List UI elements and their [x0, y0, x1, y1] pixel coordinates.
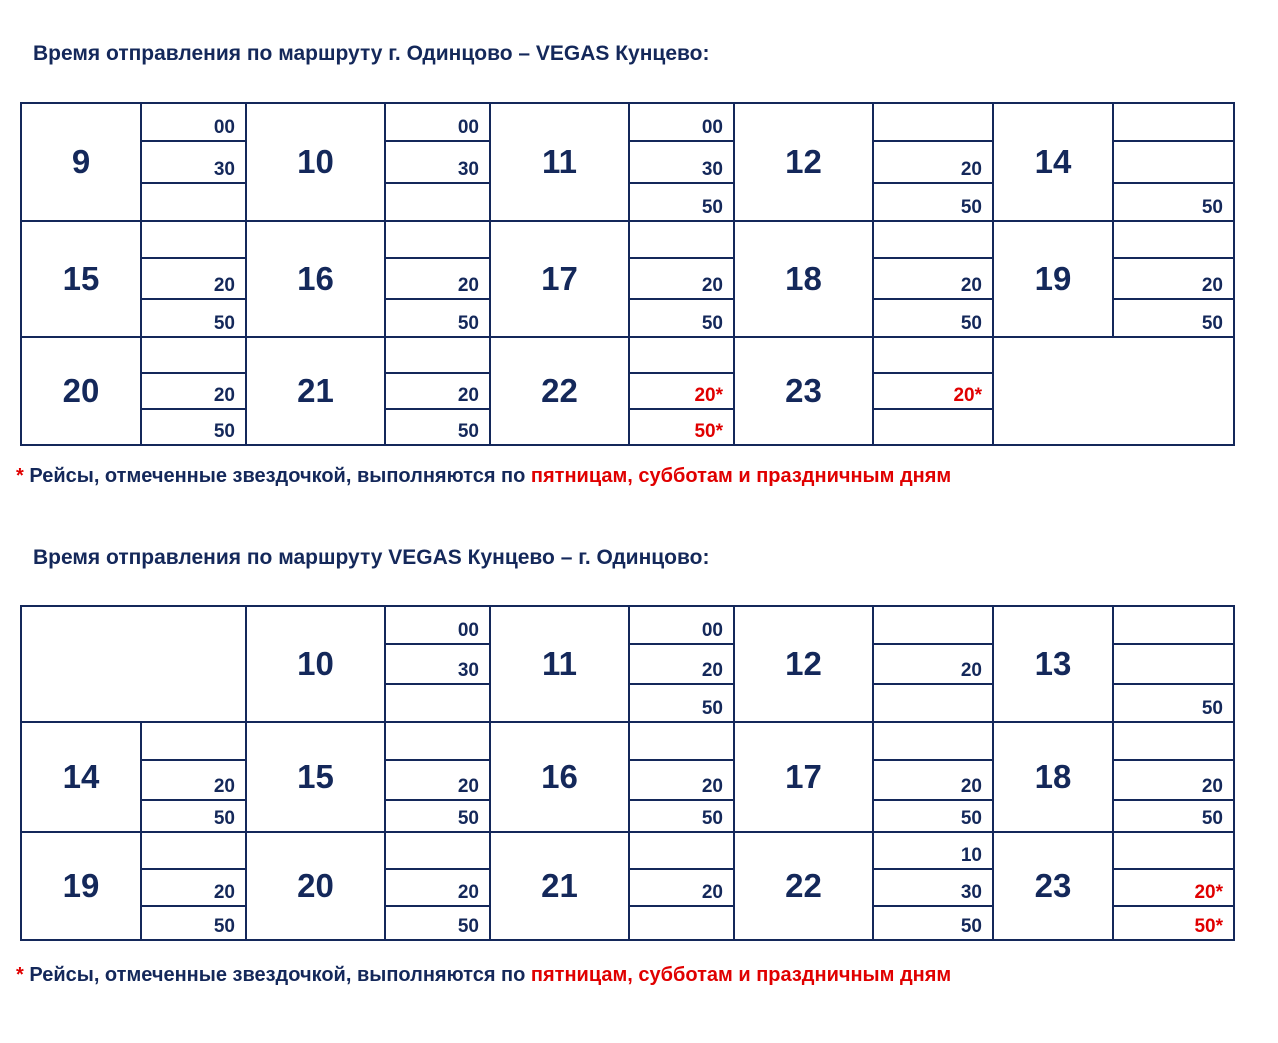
minute-cell: 20 — [385, 373, 490, 409]
hour-cell: 21 — [490, 832, 629, 940]
minute-cell: 10 — [873, 832, 993, 869]
minute-cell — [385, 183, 490, 221]
hour-cell: 17 — [490, 221, 629, 337]
minute-cell: 50 — [1113, 299, 1234, 337]
hour-cell: 22 — [734, 832, 873, 940]
hour-cell: 19 — [993, 221, 1113, 337]
minute-cell — [1113, 644, 1234, 684]
minute-cell: 30 — [385, 644, 490, 684]
minute-cell: 20* — [1113, 869, 1234, 906]
minute-cell: 30 — [141, 141, 246, 183]
footnote-highlight: пятницам, субботам и праздничным дням — [530, 964, 952, 986]
minute-cell — [385, 221, 490, 258]
minute-cell — [1113, 103, 1234, 141]
route1-title: Время отправления по маршруту г. Одинцово – VEGAS Кунцево: — [33, 42, 710, 65]
minute-cell — [873, 722, 993, 760]
hour-cell: 12 — [734, 606, 873, 722]
minute-cell — [629, 906, 734, 940]
route2-footnote — [16, 965, 951, 985]
minute-cell — [873, 606, 993, 644]
minute-cell — [1113, 606, 1234, 644]
minute-cell — [629, 221, 734, 258]
minute-cell: 20 — [629, 760, 734, 800]
hour-cell: 10 — [246, 103, 385, 221]
minute-cell — [873, 337, 993, 373]
asterisk-icon: * — [16, 465, 24, 487]
hour-cell: 19 — [21, 832, 141, 940]
minute-cell — [141, 832, 246, 869]
hour-cell: 18 — [993, 722, 1113, 832]
hour-cell: 10 — [246, 606, 385, 722]
minute-cell: 30 — [385, 141, 490, 183]
hour-cell: 9 — [21, 103, 141, 221]
minute-cell: 20 — [141, 869, 246, 906]
minute-cell: 20* — [629, 373, 734, 409]
minute-cell — [873, 221, 993, 258]
hour-cell: 11 — [490, 103, 629, 221]
minute-cell: 50 — [141, 800, 246, 832]
hour-cell: 22 — [490, 337, 629, 445]
route1-footnote — [16, 466, 951, 486]
minute-cell: 00 — [385, 606, 490, 644]
minute-cell: 20 — [629, 869, 734, 906]
minute-cell: 50 — [1113, 183, 1234, 221]
minute-cell — [385, 722, 490, 760]
minute-cell — [385, 684, 490, 722]
minute-cell: 50 — [141, 409, 246, 445]
minute-cell: 00 — [141, 103, 246, 141]
minute-cell: 50 — [629, 299, 734, 337]
minute-cell: 20 — [1113, 258, 1234, 299]
route2-timetable — [20, 605, 1235, 941]
hour-cell: 20 — [246, 832, 385, 940]
minute-cell: 30 — [629, 141, 734, 183]
hour-cell: 23 — [993, 832, 1113, 940]
minute-cell — [873, 103, 993, 141]
minute-cell: 50 — [1113, 800, 1234, 832]
minute-cell: 50 — [873, 299, 993, 337]
minute-cell: 50 — [385, 299, 490, 337]
minute-cell: 20 — [1113, 760, 1234, 800]
minute-cell: 20* — [873, 373, 993, 409]
minute-cell: 00 — [385, 103, 490, 141]
minute-cell: 50 — [873, 800, 993, 832]
minute-cell — [141, 183, 246, 221]
minute-cell: 30 — [873, 869, 993, 906]
minute-cell — [141, 337, 246, 373]
hour-cell: 15 — [246, 722, 385, 832]
empty-cell — [21, 606, 246, 722]
minute-cell — [1113, 722, 1234, 760]
minute-cell: 50 — [629, 800, 734, 832]
minute-cell: 20 — [629, 644, 734, 684]
minute-cell — [1113, 221, 1234, 258]
minute-cell: 50 — [1113, 684, 1234, 722]
minute-cell — [629, 722, 734, 760]
hour-cell: 13 — [993, 606, 1113, 722]
hour-cell: 17 — [734, 722, 873, 832]
minute-cell: 50 — [873, 906, 993, 940]
minute-cell — [141, 221, 246, 258]
minute-cell: 50 — [873, 183, 993, 221]
asterisk-icon: * — [16, 964, 24, 986]
minute-cell: 20 — [629, 258, 734, 299]
hour-cell: 16 — [490, 722, 629, 832]
minute-cell: 50 — [385, 800, 490, 832]
minute-cell: 50 — [385, 906, 490, 940]
minute-cell: 00 — [629, 606, 734, 644]
minute-cell — [629, 337, 734, 373]
minute-cell — [873, 684, 993, 722]
hour-cell: 15 — [21, 221, 141, 337]
minute-cell: 50* — [1113, 906, 1234, 940]
hour-cell: 12 — [734, 103, 873, 221]
hour-cell: 11 — [490, 606, 629, 722]
minute-cell: 20 — [385, 258, 490, 299]
hour-cell: 23 — [734, 337, 873, 445]
hour-cell: 14 — [993, 103, 1113, 221]
minute-cell: 50 — [629, 183, 734, 221]
route2-title: Время отправления по маршруту VEGAS Кунцево – г. Одинцово: — [33, 546, 710, 569]
minute-cell: 20 — [141, 258, 246, 299]
minute-cell: 20 — [141, 373, 246, 409]
minute-cell: 20 — [873, 760, 993, 800]
minute-cell: 20 — [873, 644, 993, 684]
minute-cell: 20 — [873, 258, 993, 299]
route1-timetable — [20, 102, 1235, 446]
footnote-highlight: пятницам, субботам и праздничным дням — [530, 465, 952, 487]
empty-cell — [993, 337, 1234, 445]
minute-cell — [629, 832, 734, 869]
hour-cell: 14 — [21, 722, 141, 832]
minute-cell — [1113, 141, 1234, 183]
minute-cell — [141, 722, 246, 760]
minute-cell: 50* — [629, 409, 734, 445]
minute-cell: 20 — [385, 869, 490, 906]
minute-cell: 50 — [141, 906, 246, 940]
minute-cell: 50 — [141, 299, 246, 337]
minute-cell: 20 — [873, 141, 993, 183]
minute-cell — [385, 337, 490, 373]
minute-cell: 50 — [629, 684, 734, 722]
hour-cell: 16 — [246, 221, 385, 337]
footnote-text: Рейсы, отмеченные звездочкой, выполняются по — [23, 465, 531, 487]
minute-cell — [1113, 832, 1234, 869]
footnote-text: Рейсы, отмеченные звездочкой, выполняются по — [23, 964, 531, 986]
minute-cell: 00 — [629, 103, 734, 141]
hour-cell: 20 — [21, 337, 141, 445]
minute-cell — [873, 409, 993, 445]
minute-cell: 20 — [385, 760, 490, 800]
hour-cell: 18 — [734, 221, 873, 337]
hour-cell: 21 — [246, 337, 385, 445]
minute-cell: 50 — [385, 409, 490, 445]
minute-cell: 20 — [141, 760, 246, 800]
minute-cell — [385, 832, 490, 869]
